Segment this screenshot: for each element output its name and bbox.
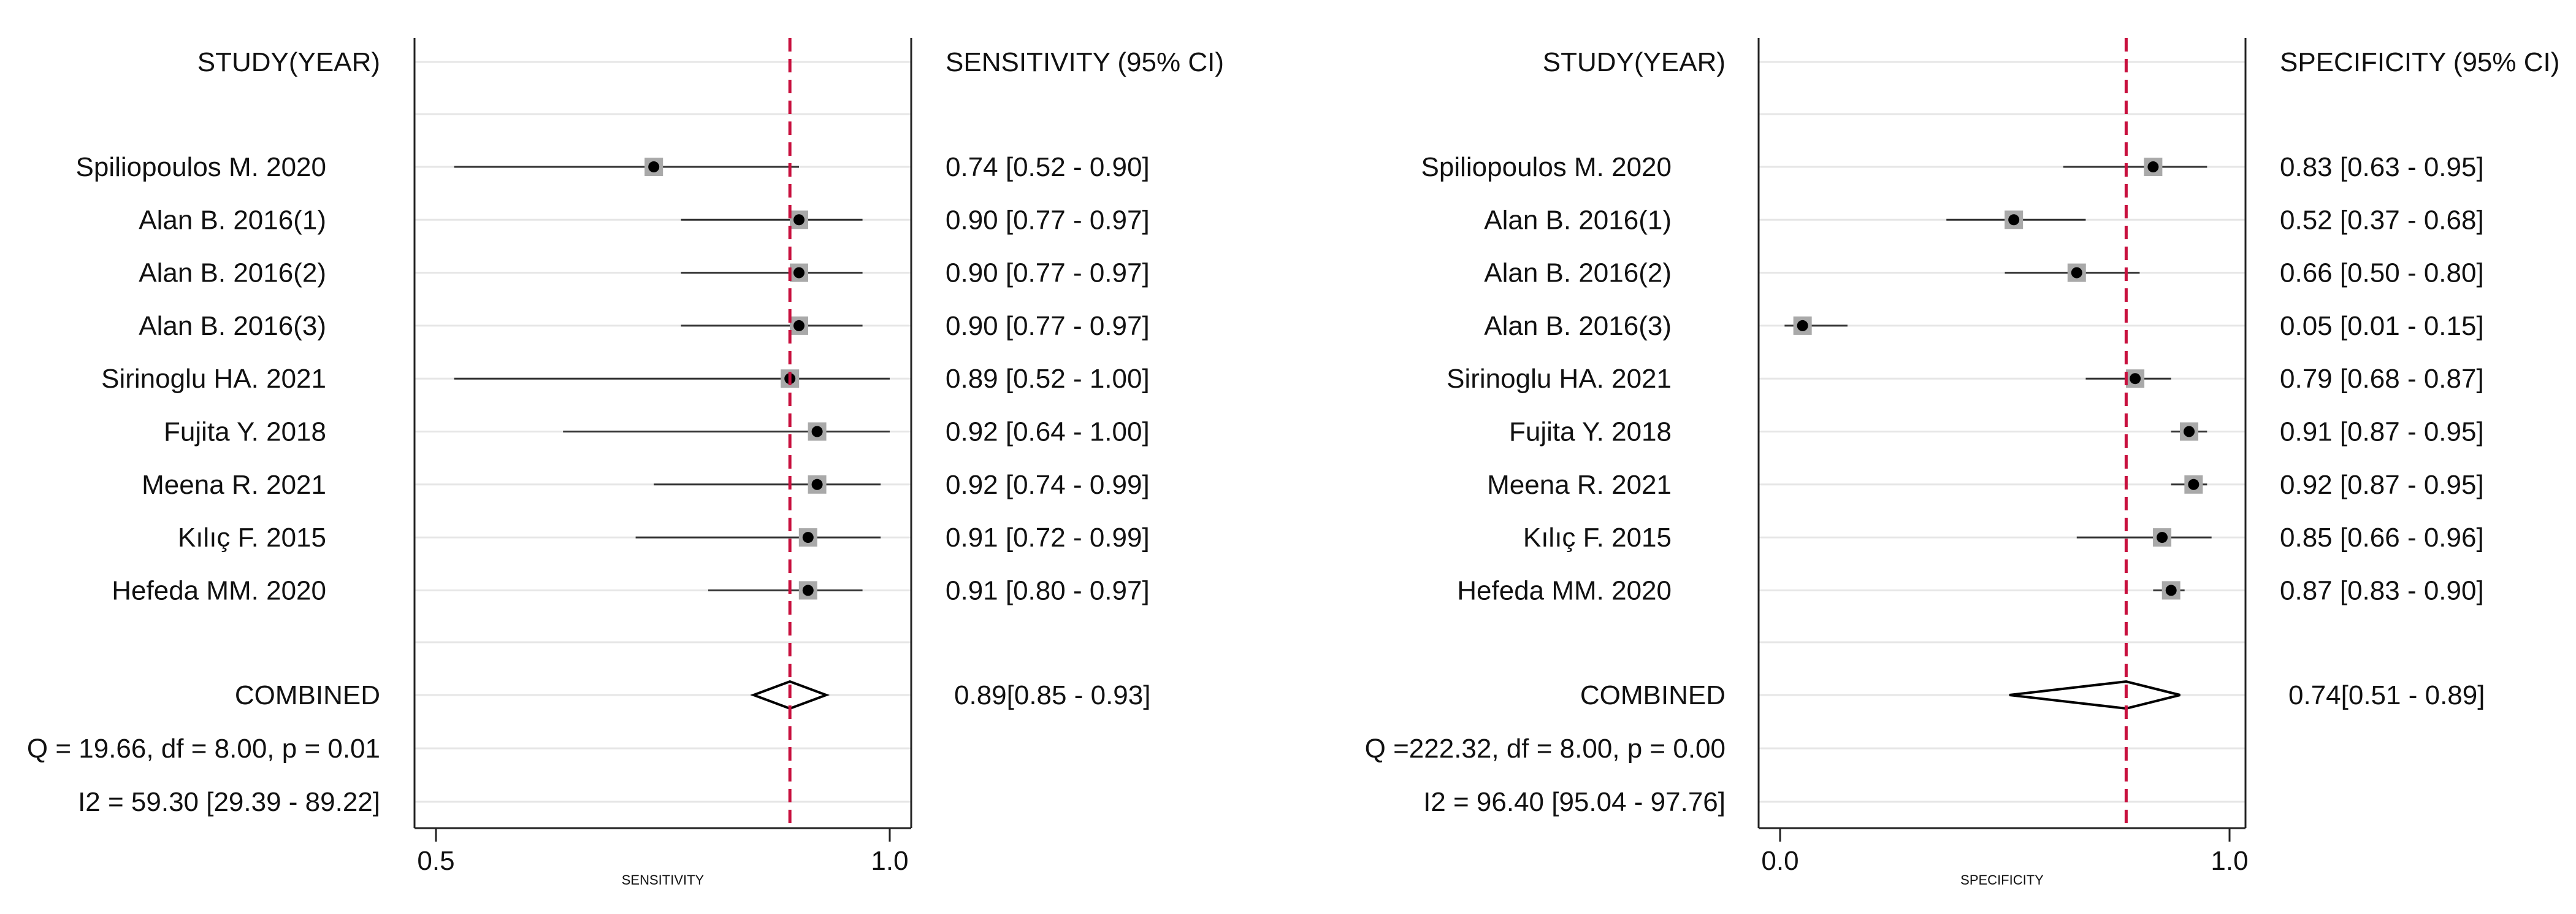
study-label: Sirinoglu HA. 2021: [1447, 364, 1672, 394]
x-tick-label: 1.0: [871, 846, 909, 876]
combined-ci-value: 0.74[0.51 - 0.89]: [2288, 680, 2485, 710]
point-estimate-marker: [2157, 532, 2168, 543]
point-estimate-marker: [803, 585, 814, 596]
combined-label: COMBINED: [234, 680, 380, 710]
ci-column-header: SPECIFICITY (95% CI): [2280, 47, 2560, 77]
combined-ci-value: 0.89[0.85 - 0.93]: [954, 680, 1151, 710]
point-estimate-marker: [803, 532, 814, 543]
sensitivity-panel: [27, 38, 1224, 888]
ci-value: 0.90 [0.77 - 0.97]: [946, 258, 1150, 288]
ci-value: 0.92 [0.87 - 0.95]: [2280, 469, 2484, 500]
x-tick-label: 0.5: [417, 846, 455, 876]
combined-diamond: [2009, 682, 2180, 709]
study-label: Alan B. 2016(2): [1484, 258, 1672, 288]
study-label: Alan B. 2016(3): [139, 310, 326, 341]
point-estimate-marker: [2184, 426, 2195, 437]
heterogeneity-i2: I2 = 59.30 [29.39 - 89.22]: [78, 787, 380, 817]
ci-value: 0.85 [0.66 - 0.96]: [2280, 523, 2484, 553]
ci-value: 0.79 [0.68 - 0.87]: [2280, 364, 2484, 394]
heterogeneity-q: Q = 19.66, df = 8.00, p = 0.01: [26, 734, 380, 764]
ci-value: 0.87 [0.83 - 0.90]: [2280, 575, 2484, 606]
point-estimate-marker: [2130, 373, 2141, 384]
ci-value: 0.89 [0.52 - 1.00]: [946, 364, 1150, 394]
ci-value: 0.52 [0.37 - 0.68]: [2280, 205, 2484, 236]
study-label: Meena R. 2021: [1487, 469, 1672, 500]
study-label: Fujita Y. 2018: [163, 417, 326, 447]
study-label: Alan B. 2016(1): [139, 205, 326, 236]
study-label: Fujita Y. 2018: [1508, 417, 1672, 447]
point-estimate-marker: [2071, 267, 2082, 278]
x-tick-label: 0.0: [1761, 846, 1799, 876]
study-label: Sirinoglu HA. 2021: [101, 364, 326, 394]
point-estimate-marker: [812, 426, 823, 437]
study-label: Kılıç F. 2015: [177, 523, 326, 553]
point-estimate-marker: [812, 479, 823, 490]
study-label: Alan B. 2016(2): [139, 258, 326, 288]
ci-value: 0.90 [0.77 - 0.97]: [946, 205, 1150, 236]
study-label: Spiliopoulos M. 2020: [75, 152, 326, 182]
ci-value: 0.92 [0.74 - 0.99]: [946, 469, 1150, 500]
specificity-panel: [1365, 38, 2560, 888]
x-tick-label: 1.0: [2211, 846, 2249, 876]
study-column-header: STUDY(YEAR): [1542, 47, 1726, 77]
study-label: Hefeda MM. 2020: [112, 575, 326, 606]
study-label: Meena R. 2021: [142, 469, 326, 500]
point-estimate-marker: [2008, 214, 2019, 225]
study-label: Alan B. 2016(3): [1484, 310, 1672, 341]
x-axis-label: SPECIFICITY: [1960, 872, 2044, 888]
study-label: Kılıç F. 2015: [1523, 523, 1672, 553]
point-estimate-marker: [2166, 585, 2177, 596]
heterogeneity-i2: I2 = 96.40 [95.04 - 97.76]: [1423, 787, 1726, 817]
point-estimate-marker: [793, 267, 805, 278]
combined-label: COMBINED: [1580, 680, 1726, 710]
ci-value: 0.66 [0.50 - 0.80]: [2280, 258, 2484, 288]
point-estimate-marker: [648, 161, 659, 172]
study-label: Alan B. 2016(1): [1484, 205, 1672, 236]
ci-value: 0.90 [0.77 - 0.97]: [946, 310, 1150, 341]
ci-value: 0.83 [0.63 - 0.95]: [2280, 152, 2484, 182]
point-estimate-marker: [793, 320, 805, 331]
study-column-header: STUDY(YEAR): [197, 47, 380, 77]
point-estimate-marker: [793, 214, 805, 225]
ci-value: 0.91 [0.87 - 0.95]: [2280, 417, 2484, 447]
study-label: Spiliopoulos M. 2020: [1421, 152, 1672, 182]
x-axis-label: SENSITIVITY: [621, 872, 705, 888]
study-label: Hefeda MM. 2020: [1457, 575, 1672, 606]
heterogeneity-q: Q =222.32, df = 8.00, p = 0.00: [1364, 734, 1726, 764]
point-estimate-marker: [1797, 320, 1808, 331]
ci-value: 0.91 [0.80 - 0.97]: [946, 575, 1150, 606]
ci-value: 0.92 [0.64 - 1.00]: [946, 417, 1150, 447]
ci-column-header: SENSITIVITY (95% CI): [946, 47, 1224, 77]
ci-value: 0.91 [0.72 - 0.99]: [946, 523, 1150, 553]
point-estimate-marker: [2188, 479, 2199, 490]
ci-value: 0.74 [0.52 - 0.90]: [946, 152, 1150, 182]
point-estimate-marker: [2147, 161, 2158, 172]
ci-value: 0.05 [0.01 - 0.15]: [2280, 310, 2484, 341]
